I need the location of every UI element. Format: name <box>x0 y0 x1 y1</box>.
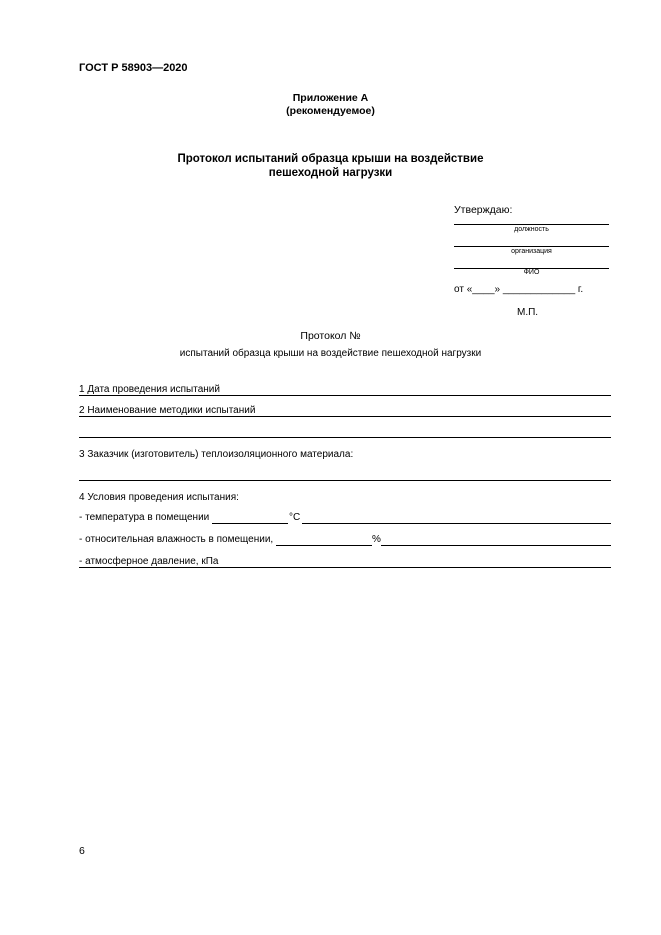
pressure-line <box>79 567 611 568</box>
approval-organization-caption: организация <box>511 248 552 255</box>
pressure-label: - атмосферное давление, кПа <box>79 556 219 567</box>
appendix-heading <box>0 92 661 118</box>
humidity-label: - относительная влажность в помещении, <box>79 534 274 545</box>
approval-position-caption: должность <box>514 226 549 233</box>
stamp-placeholder: М.П. <box>517 307 539 318</box>
method-name-line <box>79 416 611 417</box>
customer-line <box>79 480 611 481</box>
page-number: 6 <box>79 845 85 857</box>
method-name-line-2 <box>79 437 611 438</box>
protocol-number-label: Протокол № <box>300 330 361 342</box>
approval-name-caption: ФИО <box>523 269 540 276</box>
document-title <box>0 152 661 180</box>
test-date-line <box>79 395 611 396</box>
appendix-subtitle: (рекомендуемое) <box>286 105 375 117</box>
temperature-label: - температура в помещении <box>79 512 210 523</box>
temperature-rest-line <box>302 523 611 524</box>
humidity-rest-line <box>381 545 611 546</box>
temperature-unit: °С <box>289 512 301 523</box>
customer-label: 3 Заказчик (изготовитель) теплоизоляционного материала: <box>79 449 354 460</box>
humidity-value-line <box>276 545 372 546</box>
appendix-title: Приложение А <box>292 92 369 104</box>
approval-label: Утверждаю: <box>454 204 513 216</box>
approval-organization-line <box>454 246 609 247</box>
method-name-label: 2 Наименование методики испытаний <box>79 405 256 416</box>
test-date-label: 1 Дата проведения испытаний <box>79 384 220 395</box>
protocol-subtitle: испытаний образца крыши на воздействие пешеходной нагрузки <box>179 348 482 359</box>
approval-position-line <box>454 224 609 225</box>
standard-designation: ГОСТ Р 58903—2020 <box>79 62 188 74</box>
approval-date-line: от «____» _____________ г. <box>454 284 584 295</box>
conditions-label: 4 Условия проведения испытания: <box>79 492 239 503</box>
temperature-value-line <box>212 523 288 524</box>
humidity-unit: % <box>372 534 381 545</box>
document-title-line1: Протокол испытаний образца крыши на воздействие <box>177 153 484 165</box>
document-title-line2: пешеходной нагрузки <box>268 167 393 179</box>
